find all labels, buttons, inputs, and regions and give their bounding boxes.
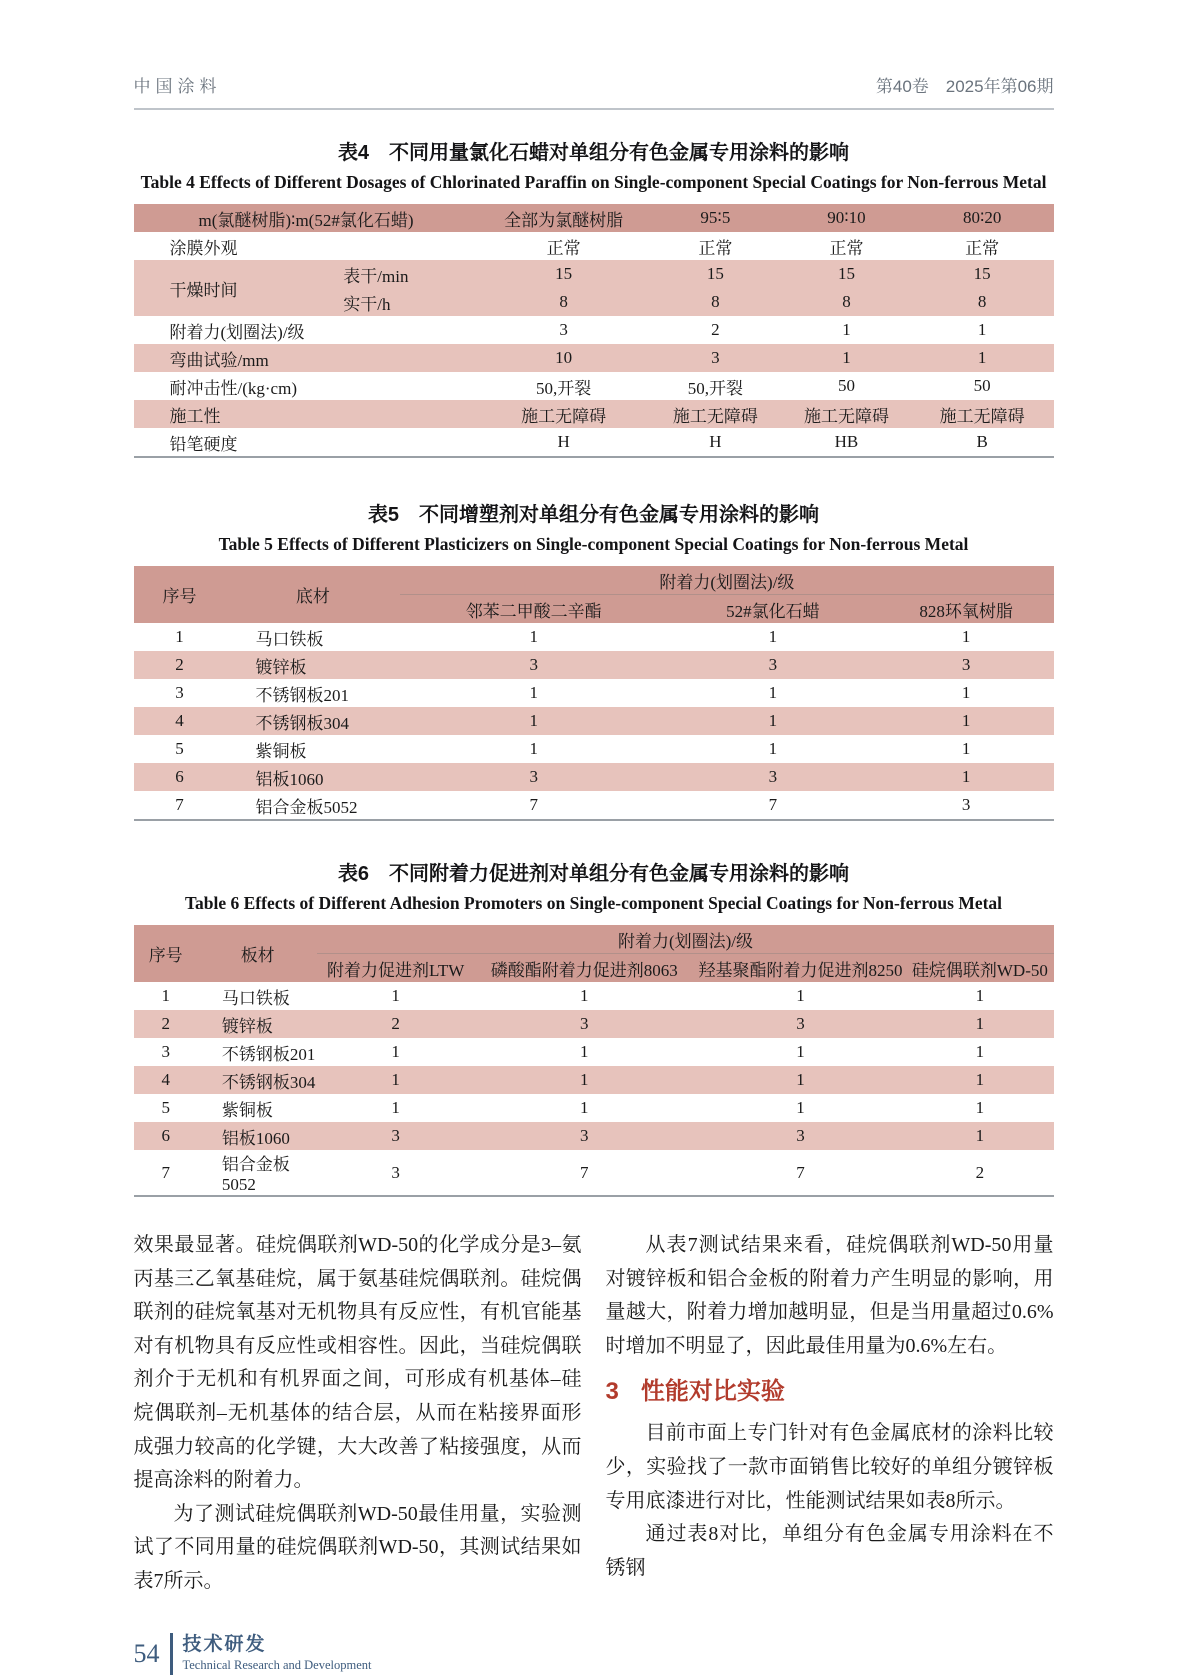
- table-cell: 全部为氯醚树脂: [504, 210, 624, 230]
- table-row: [134, 372, 1054, 400]
- table-cell: 3: [796, 1126, 805, 1145]
- table-cell: 3: [175, 683, 184, 702]
- table-cell: 1: [842, 348, 851, 367]
- table6: [134, 925, 1054, 1197]
- table-cell: H: [709, 432, 722, 451]
- table-cell: 正常: [546, 238, 581, 258]
- table-row: [134, 707, 1054, 735]
- table-cell: 1: [961, 767, 971, 786]
- row-label: 附着力(划圈法)/级: [169, 322, 305, 342]
- table-cell: 施工无障碍: [939, 406, 1025, 426]
- table-cell: 1: [580, 1042, 589, 1061]
- section-heading: [606, 1376, 1054, 1408]
- table-cell: 50: [837, 376, 855, 395]
- table-cell: 8: [711, 292, 720, 311]
- table-cell: 3: [768, 767, 778, 786]
- table-cell: 10: [555, 348, 573, 367]
- substrate-name: 铝板1060: [255, 769, 324, 789]
- col-subheader: 羟基聚酯附着力促进剂8250: [698, 960, 903, 980]
- table-cell: 1: [391, 1042, 400, 1061]
- row-label: 涂膜外观: [169, 238, 238, 258]
- table5-section: [134, 498, 1054, 821]
- page-header: [134, 72, 1054, 110]
- table-cell: 4: [175, 711, 184, 730]
- table-row: [134, 651, 1054, 679]
- table-row: [134, 1066, 1054, 1094]
- col-header-span: 附着力(划圈法)/级: [317, 925, 1053, 954]
- table-cell: B: [976, 432, 988, 451]
- table-cell: 6: [175, 767, 184, 786]
- substrate-name: 不锈钢板201: [255, 685, 349, 705]
- table-cell: 90∶10: [827, 208, 866, 227]
- table-cell: 3: [961, 795, 971, 814]
- col-header-no: 序号: [148, 946, 183, 965]
- table-row: [134, 1010, 1054, 1038]
- table4-header-label: m(氯醚树脂)∶m(52#氯化石蜡): [198, 210, 414, 230]
- footer-label-zh: 技术研发: [182, 1633, 267, 1655]
- table-cell: 50,开裂: [687, 378, 743, 398]
- table-cell: 7: [529, 795, 538, 814]
- col-subheader: 828环氧树脂: [919, 601, 1013, 621]
- table-row: [134, 1038, 1054, 1066]
- table-cell: 2: [161, 1014, 170, 1033]
- substrate-name: 铝板1060: [221, 1128, 290, 1148]
- col-subheader: 附着力促进剂LTW: [327, 960, 465, 980]
- substrate-name: 镀锌板: [221, 1016, 273, 1036]
- substrate-name: 镀锌板: [255, 657, 307, 677]
- table-cell: 3: [961, 655, 971, 674]
- table-cell: 1: [768, 739, 778, 758]
- page-footer: [134, 1633, 1054, 1675]
- col-header-span: 附着力(划圈法)/级: [400, 566, 1053, 595]
- footer-labels: [183, 1634, 372, 1674]
- table-cell: 2: [175, 655, 184, 674]
- table-cell: 1: [529, 627, 538, 646]
- table-cell: 3: [768, 655, 778, 674]
- table-cell: 1: [961, 627, 971, 646]
- table-cell: 1: [391, 1070, 400, 1089]
- table-cell: 施工无障碍: [672, 406, 758, 426]
- row-sublabel: 表干/min: [343, 266, 409, 286]
- table-row: [134, 428, 1054, 457]
- table4-section: [134, 136, 1054, 458]
- table-cell: 7: [768, 795, 778, 814]
- right-column: [606, 1229, 1054, 1599]
- row-label: 弯曲试验/mm: [169, 350, 269, 370]
- table-cell: 1: [975, 1070, 985, 1089]
- table-cell: 1: [975, 1098, 985, 1117]
- substrate-name: 铝合金板5052: [255, 797, 358, 817]
- col-subheader: 52#氯化石蜡: [726, 601, 820, 621]
- page-number: 54: [133, 1638, 160, 1668]
- table-cell: 1: [961, 711, 971, 730]
- paragraph: 目前市面上专门针对有色金属底材的涂料比较少，实验找了一款市面销售比较好的单组分镀锌板专用底漆进行对比，性能测试结果如表8所示。: [605, 1422, 1054, 1512]
- section-title: 性能对比实验: [640, 1378, 785, 1406]
- paragraph: 效果最显著。硅烷偶联剂WD-50的化学成分是3–氨丙基三乙氧基硅烷，属于氨基硅烷偶联剂。硅烷偶联剂的硅烷氧基对无机物具有反应性，有机官能基对有机物具有反应性或相容性。因此，当硅烷偶联剂介于无机和有机界面之间，可形成有机基体–硅烷偶联剂–无机基体的结合层，从而在粘接界面形成强力较高的化学键，大大改善了粘接强度，从而提高涂料的附着力。: [133, 1234, 582, 1492]
- table-cell: 1: [975, 1126, 985, 1145]
- table-row: [134, 679, 1054, 707]
- table-cell: 1: [975, 1042, 985, 1061]
- table-cell: H: [557, 432, 570, 451]
- table-cell: 1: [796, 1042, 805, 1061]
- substrate-name: 不锈钢板304: [221, 1072, 316, 1092]
- table-cell: 1: [977, 348, 987, 367]
- row-label: 耐冲击性/(kg·cm): [169, 378, 297, 398]
- table-row: [134, 344, 1054, 372]
- table-cell: 1: [529, 739, 538, 758]
- table4-title-zh: 表4 不同用量氯化石蜡对单组分有色金属专用涂料的影响: [337, 142, 850, 164]
- table-cell: 1: [977, 320, 987, 339]
- table-cell: 3: [529, 767, 538, 786]
- paragraph: 从表7测试结果来看，硅烷偶联剂WD-50用量对镀锌板和铝合金板的附着力产生明显的影响，用量越大，附着力增加越明显，但是当用量超过0.6%时增加不明显了，因此最佳用量为0.6%左右。: [605, 1234, 1054, 1357]
- col-header-substrate: 板材: [240, 946, 275, 965]
- table-row: [134, 982, 1054, 1010]
- table-cell: 7: [161, 1162, 170, 1182]
- substrate-name: 铝合金板5052: [221, 1155, 290, 1194]
- col-subheader: 磷酸酯附着力促进剂8063: [490, 960, 678, 980]
- col-subheader: 邻苯二甲酸二辛酯: [465, 601, 602, 621]
- table-cell: 1: [975, 986, 985, 1005]
- col-subheader: 硅烷偶联剂WD-50: [911, 960, 1048, 980]
- table-cell: 1: [580, 1098, 589, 1117]
- paragraph: 通过表8对比，单组分有色金属专用涂料在不锈钢: [605, 1523, 1054, 1579]
- table-cell: 1: [768, 711, 778, 730]
- table-cell: 1: [796, 986, 805, 1005]
- table-cell: 50,开裂: [535, 378, 592, 398]
- table-cell: 1: [842, 320, 851, 339]
- table-cell: 正常: [965, 238, 1000, 258]
- left-column: [134, 1229, 582, 1599]
- paragraph: 为了测试硅烷偶联剂WD-50最佳用量，实验测试了不同用量的硅烷偶联剂WD-50，其测试结果如表7所示。: [133, 1502, 582, 1592]
- table-row: [134, 260, 1054, 288]
- table-cell: 1: [961, 739, 971, 758]
- footer-divider: [170, 1633, 173, 1675]
- table-cell: 1: [529, 711, 538, 730]
- table-cell: 2: [711, 320, 720, 339]
- table4-title-en: Table 4 Effects of Different Dosages of Chlorinated Paraffin on Single-component Special Coatings for Non-ferrous Metal: [140, 172, 1047, 192]
- table-cell: 1: [175, 627, 184, 646]
- table5: [134, 566, 1054, 821]
- table-cell: 1: [580, 986, 589, 1005]
- table-cell: 15: [555, 264, 573, 283]
- table-row: [134, 1150, 1054, 1196]
- table-cell: 8: [559, 292, 568, 311]
- table4: [134, 204, 1054, 458]
- substrate-name: 紫铜板: [221, 1100, 273, 1120]
- col-header-substrate: 底材: [295, 587, 330, 606]
- table-cell: 1: [796, 1098, 805, 1117]
- table-cell: 15: [837, 264, 855, 283]
- table-cell: 5: [175, 739, 184, 758]
- table-cell: 3: [529, 655, 538, 674]
- row-label: 铅笔硬度: [169, 434, 238, 454]
- substrate-name: 紫铜板: [255, 741, 307, 761]
- table-cell: 1: [580, 1070, 589, 1089]
- table-cell: 施工无障碍: [521, 406, 607, 426]
- table-cell: 3: [711, 348, 720, 367]
- table-row: [134, 763, 1054, 791]
- substrate-name: 不锈钢板201: [221, 1044, 316, 1064]
- table-cell: 3: [391, 1162, 400, 1182]
- table-cell: 15: [706, 264, 724, 283]
- table-cell: 3: [580, 1126, 589, 1145]
- table6-title-en: Table 6 Effects of Different Adhesion Promoters on Single-component Special Coatings for Non-ferrous Metal: [184, 893, 1003, 913]
- table-cell: 7: [796, 1162, 805, 1182]
- col-header-no: 序号: [162, 587, 197, 606]
- table-cell: 3: [391, 1126, 400, 1145]
- page: [134, 0, 1054, 1675]
- table5-header-row: [134, 566, 1054, 595]
- journal-title: 中国涂料: [133, 77, 222, 96]
- row-label: 施工性: [169, 406, 221, 426]
- table5-title-zh: 表5 不同增塑剂对单组分有色金属专用涂料的影响: [367, 504, 820, 526]
- table-cell: 1: [161, 986, 170, 1005]
- table-row: [134, 623, 1054, 651]
- body-text: [134, 1229, 1054, 1599]
- table-cell: 6: [161, 1126, 170, 1145]
- table-cell: 正常: [829, 238, 864, 258]
- table-row: [134, 1094, 1054, 1122]
- table-cell: 1: [529, 683, 538, 702]
- table6-section: [134, 857, 1054, 1197]
- table-cell: 2: [391, 1014, 400, 1033]
- table-cell: 5: [161, 1098, 170, 1117]
- table-cell: 4: [161, 1070, 170, 1089]
- table-cell: 1: [391, 1098, 400, 1117]
- table-cell: 3: [580, 1014, 589, 1033]
- footer-label-en: Technical Research and Development: [182, 1657, 372, 1672]
- table-cell: 80∶20: [962, 208, 1002, 227]
- table-cell: 15: [973, 264, 991, 283]
- table-cell: 7: [175, 795, 184, 814]
- table-cell: 3: [796, 1014, 805, 1033]
- table-cell: 1: [961, 683, 971, 702]
- table-cell: 1: [796, 1070, 805, 1089]
- table-cell: HB: [834, 432, 859, 451]
- table-cell: 3: [161, 1042, 170, 1061]
- table-cell: 7: [580, 1162, 589, 1182]
- table-row: [134, 791, 1054, 820]
- table-cell: 2: [975, 1162, 985, 1182]
- table-row: [134, 735, 1054, 763]
- table-cell: 1: [768, 627, 778, 646]
- substrate-name: 不锈钢板304: [255, 713, 349, 733]
- substrate-name: 马口铁板: [255, 629, 324, 649]
- table5-title-en: Table 5 Effects of Different Plasticizers on Single-component Special Coatings for Non-ferrous Metal: [218, 534, 969, 554]
- table4-header-row: [134, 204, 1054, 232]
- table-cell: 95∶5: [700, 208, 731, 227]
- substrate-name: 马口铁板: [221, 988, 290, 1008]
- table-cell: 正常: [698, 238, 733, 258]
- table-cell: 3: [559, 320, 568, 339]
- table-row: [134, 1122, 1054, 1150]
- table-cell: 施工无障碍: [803, 406, 889, 426]
- issue-info: 第40卷 2025年第06期: [875, 77, 1054, 96]
- table-cell: 1: [768, 683, 778, 702]
- table-cell: 50: [973, 376, 991, 395]
- table-cell: 8: [977, 292, 987, 311]
- row-sublabel: 实干/h: [343, 294, 391, 314]
- row-label: 干燥时间: [169, 280, 238, 300]
- table6-title-zh: 表6 不同附着力促进剂对单组分有色金属专用涂料的影响: [337, 863, 850, 885]
- table6-header-row: [134, 925, 1054, 954]
- table-cell: 1: [975, 1014, 985, 1033]
- table-row: [134, 400, 1054, 428]
- table-row: [134, 232, 1054, 260]
- section-number: 3: [605, 1378, 619, 1406]
- table-row: [134, 316, 1054, 344]
- table-cell: 8: [842, 292, 851, 311]
- table-cell: 1: [391, 986, 400, 1005]
